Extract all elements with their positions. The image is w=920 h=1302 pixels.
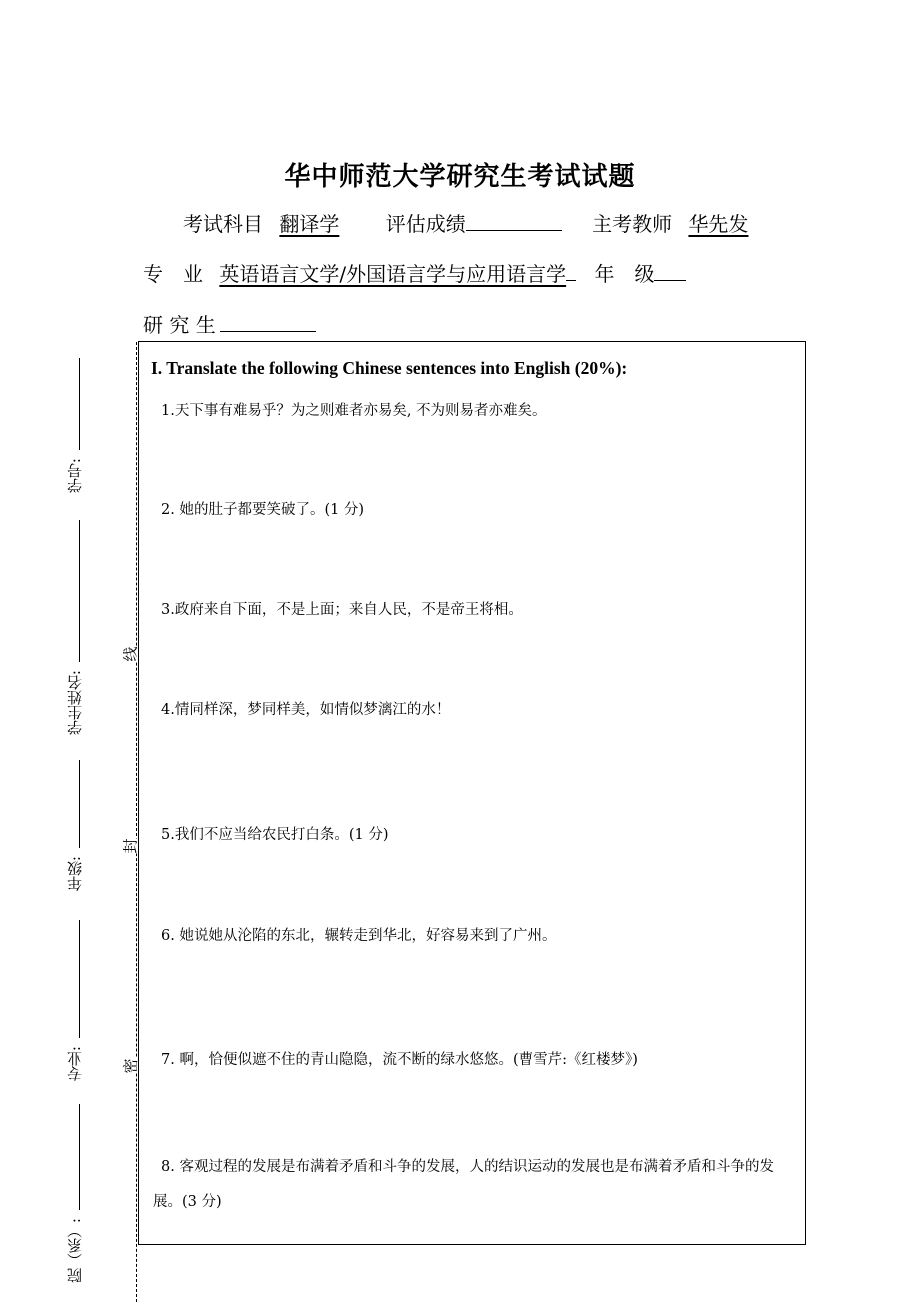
subject-row	[183, 208, 748, 237]
major-label: 专 业	[143, 262, 203, 286]
question-2: 2. 她的肚子都要笑破了。(1 分)	[161, 502, 365, 518]
major-row	[143, 258, 686, 287]
year-field: 年级:	[66, 856, 84, 892]
section-heading: I. Translate the following Chinese sentences into English (20%):	[151, 358, 628, 378]
question-1: 1.天下事有难易乎？为之则难者亦易矣, 不为则易者亦难矣。	[161, 403, 547, 419]
seal-char-secret: 密	[121, 1058, 140, 1074]
student-id-field: 学号:	[66, 458, 84, 494]
subject-value: 翻译学	[279, 212, 340, 236]
question-7: 7. 啊，恰便似遮不住的青山隐隐，流不断的绿水悠悠。(曹雪芹:《红楼梦》)	[161, 1052, 638, 1068]
student-blank	[220, 313, 316, 332]
question-5: 5.我们不应当给农民打白条。(1 分)	[161, 827, 389, 843]
major-field: 专业:	[66, 1046, 84, 1082]
teacher-value: 华先发	[688, 212, 749, 236]
question-4: 4.情同样深，梦同样美，如情似梦漓江的水！	[161, 702, 451, 718]
dept-blank-line	[79, 1104, 80, 1210]
seal-char-seal: 封	[121, 838, 140, 854]
year-blank-line	[79, 760, 80, 848]
seal-dashed-line	[136, 342, 137, 1302]
student-label: 研 究 生	[143, 313, 216, 337]
student-row	[143, 309, 316, 338]
major-underline-tail	[566, 262, 576, 281]
question-6: 6. 她说她从沦陷的东北，辗转走到华北，好容易来到了广州。	[161, 928, 557, 944]
grade-blank	[466, 212, 562, 231]
id-blank-line	[79, 358, 80, 450]
year-blank	[654, 262, 686, 281]
question-8: 8. 客观过程的发展是布满着矛盾和斗争的发展，人的结识运动的发展也是布满着矛盾和斗争的发展。(3 分)	[153, 1159, 774, 1210]
major-blank-line	[79, 920, 80, 1038]
teacher-label: 主考教师	[592, 212, 673, 236]
exam-question-box	[138, 341, 806, 1245]
year-label: 年 级	[594, 262, 655, 286]
major-value: 英语语言文学/外国语言学与应用语言学	[219, 262, 567, 286]
seal-char-line: 线	[121, 646, 140, 662]
name-blank-line	[79, 520, 80, 662]
subject-label: 考试科目	[183, 212, 263, 236]
page-title: 华中师范大学研究生考试试题	[284, 162, 636, 192]
student-name-field: 学生姓名:	[66, 670, 84, 736]
question-3: 3.政府来自下面，不是上面；来自人民，不是帝王将相。	[161, 602, 523, 618]
department-field: 院（系）:	[66, 1218, 84, 1284]
grade-label: 评估成绩	[385, 212, 466, 236]
